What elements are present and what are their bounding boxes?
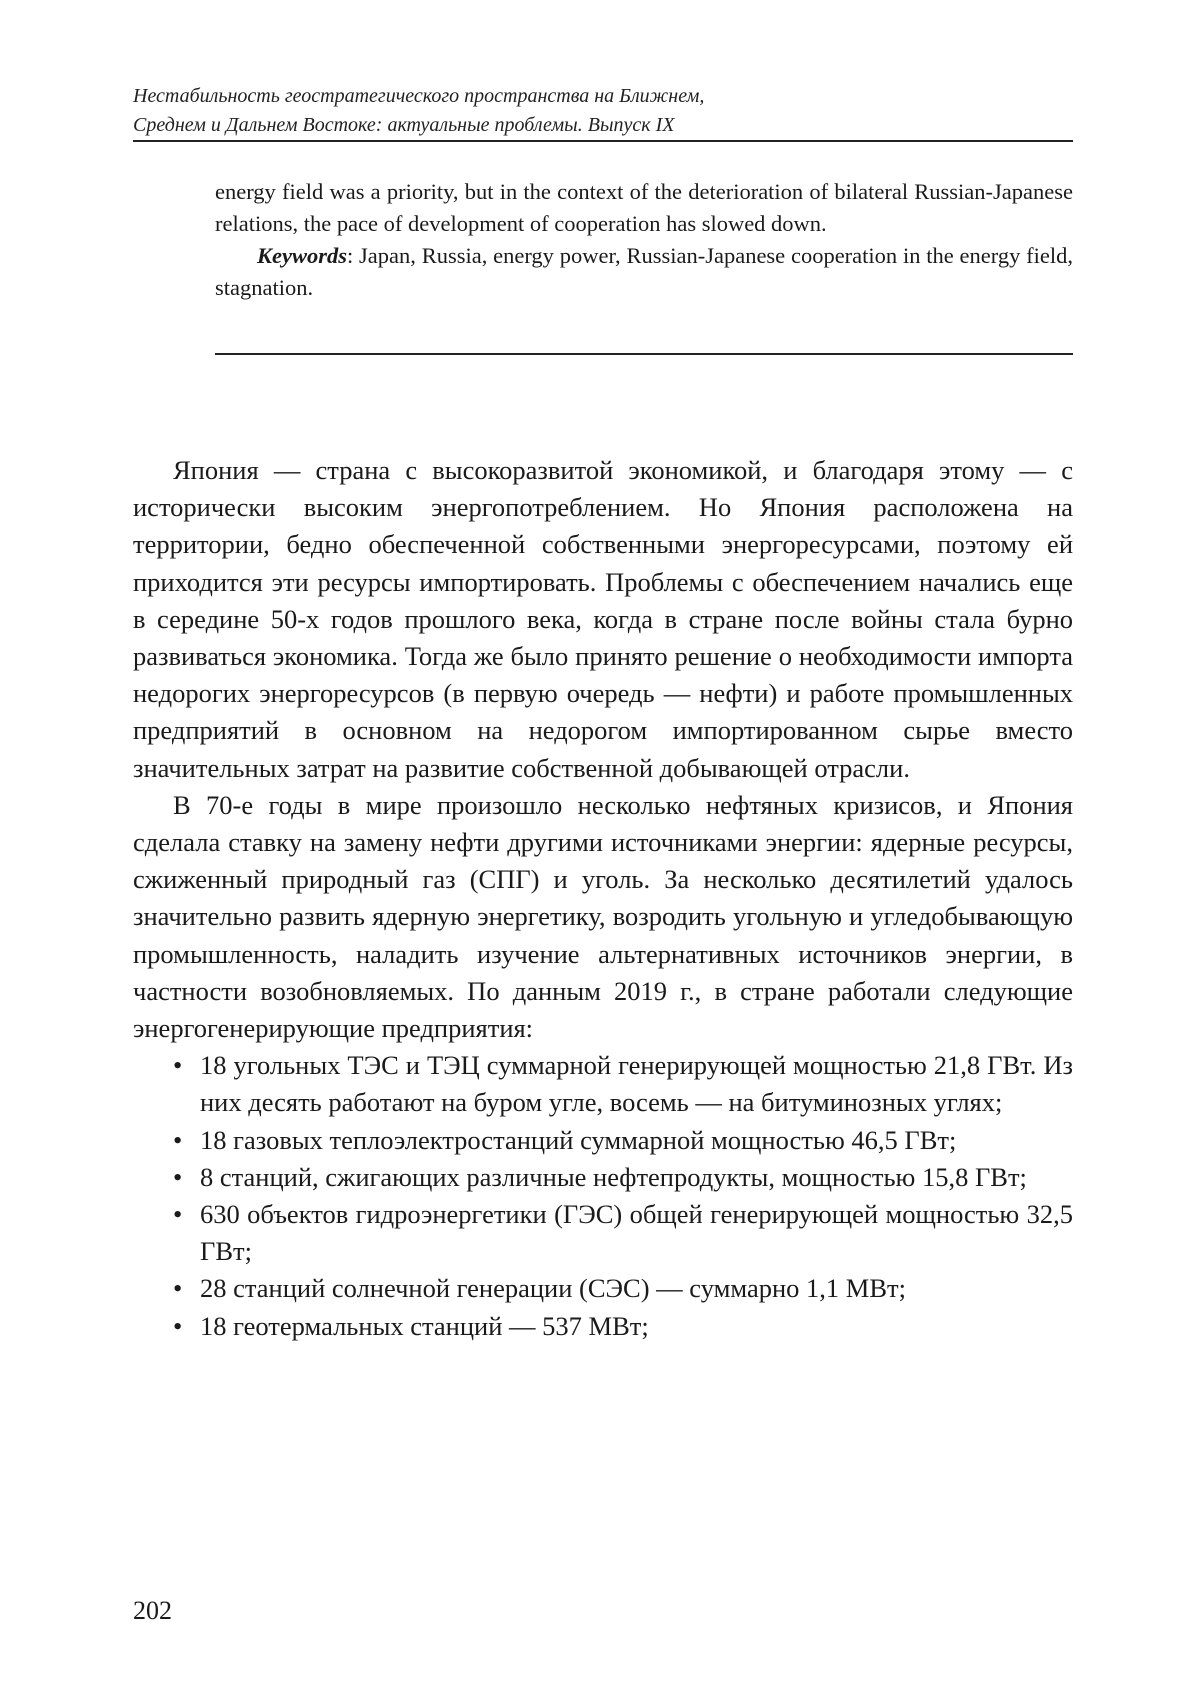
list-item	[133, 1196, 1073, 1270]
list-item	[133, 1047, 1073, 1121]
header-divider	[133, 140, 1073, 142]
list-item-text: 18 угольных ТЭС и ТЭЦ суммарной генерирующей мощностью 21,8 ГВт. Из них десять работают на буром угле, восемь — на битуминозных углях;	[200, 1050, 1073, 1117]
list-item-text: 28 станций солнечной генерации (СЭС) — суммарно 1,1 МВт;	[200, 1273, 906, 1303]
bullet-icon: •	[173, 1159, 182, 1196]
list-item-text: 18 газовых теплоэлектростанций суммарной мощностью 46,5 ГВт;	[200, 1125, 956, 1155]
bullet-icon: •	[173, 1196, 182, 1233]
bullet-icon: •	[173, 1122, 182, 1159]
running-head-line-1: Нестабильность геостратегического пространства на Ближнем,	[133, 82, 1073, 111]
abstract-divider	[215, 353, 1073, 355]
list-item	[133, 1308, 1073, 1345]
list-item	[133, 1270, 1073, 1307]
bullet-icon: •	[173, 1047, 182, 1084]
list-item-text: 18 геотермальных станций — 537 МВт;	[200, 1311, 649, 1341]
power-plants-list	[133, 1047, 1073, 1345]
list-item	[133, 1122, 1073, 1159]
list-item-text: 630 объектов гидроэнергетики (ГЭС) общей генерирующей мощностью 32,5 ГВт;	[200, 1199, 1073, 1266]
keywords-label: Keywords	[257, 243, 347, 268]
body-paragraph-2: В 70-е годы в мире произошло несколько нефтяных кризисов, и Япония сделала ставку на замену нефти другими источниками энергии: ядерные ресурсы, сжиженный природный газ (СПГ) и уголь. За несколько десятилетий удалось значительно развить ядерную энергетику, возродить угольную и угледобывающую промышленность, наладить изучение альтернативных источников энергии, в частности возобновляемых. По данным 2019 г., в стране работали следующие энергогенерирующие предприятия:	[133, 787, 1073, 1047]
body-paragraph-1: Япония — страна с высокоразвитой экономикой, и благодаря этому — с исторически высоким энергопотреблением. Но Япония расположена на территории, бедно обеспеченной собственными энергоресурсами, поэтому ей приходится эти ресурсы импортировать. Проблемы с обеспечением начались еще в середине 50-х годов прошлого века, когда в стране после войны стала бурно развиваться экономика. Тогда же было принято решение о необходимости импорта недорогих энергоресурсов (в первую очередь — нефти) и работе промышленных предприятий в основном на недорогом импортированном сырье вместо значительных затрат на развитие собственной добывающей отрасли.	[133, 452, 1073, 787]
abstract-text: energy field was a priority, but in the context of the deterioration of bilateral Russian-Japanese relations, the pace of development of cooperation has slowed down.	[215, 176, 1073, 240]
running-head	[133, 82, 1073, 140]
running-head-line-2: Среднем и Дальнем Востоке: актуальные проблемы. Выпуск IX	[133, 111, 1073, 140]
bullet-icon: •	[173, 1308, 182, 1345]
keywords-paragraph	[215, 240, 1073, 304]
page-number: 202	[133, 1596, 172, 1626]
abstract-block	[215, 176, 1073, 304]
bullet-icon: •	[173, 1270, 182, 1307]
list-item-text: 8 станций, сжигающих различные нефтепродукты, мощностью 15,8 ГВт;	[200, 1162, 1027, 1192]
list-item	[133, 1159, 1073, 1196]
main-text	[133, 452, 1073, 1345]
keywords-text: : Japan, Russia, energy power, Russian-Japanese cooperation in the energy field, stagnation.	[215, 243, 1073, 300]
